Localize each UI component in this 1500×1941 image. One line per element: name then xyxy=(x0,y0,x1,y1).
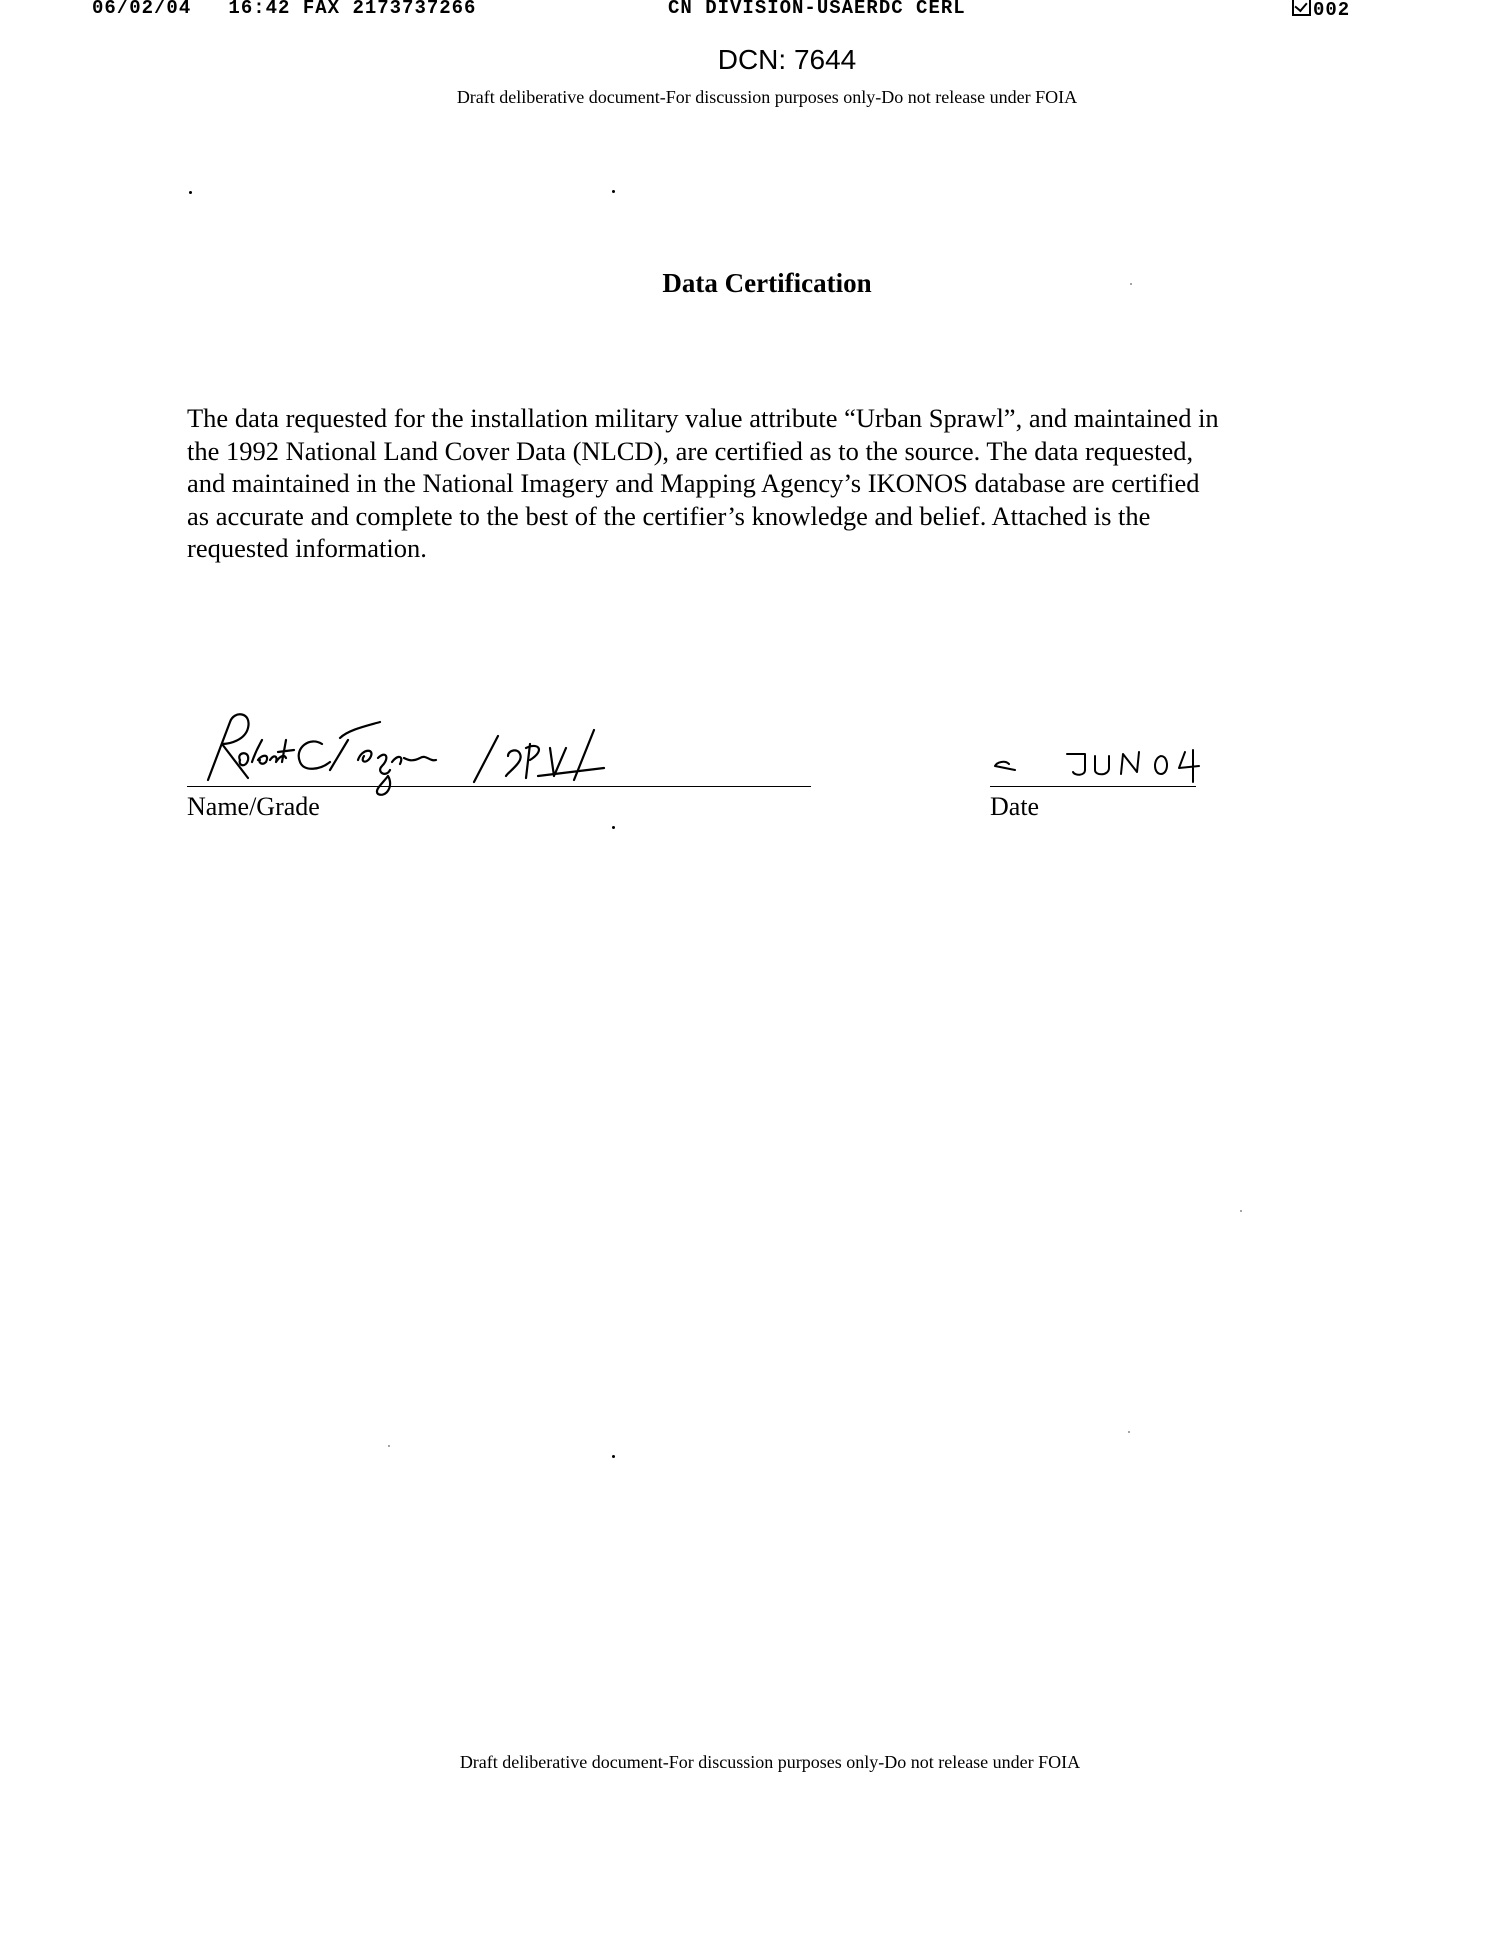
scan-speck xyxy=(612,826,615,829)
page-title: Data Certification xyxy=(662,268,872,298)
fax-page-number: 002 xyxy=(1313,0,1351,21)
scan-speck xyxy=(1130,283,1132,285)
paragraph-line: the 1992 National Land Cover Data (NLCD), are certified as to the source. The data requested, xyxy=(187,435,1194,466)
fax-date-time-number: 06/02/04 16:42 FAX 2173737266 xyxy=(92,0,477,19)
fax-sender: CN DIVISION-USAERDC CERL xyxy=(668,0,966,19)
dcn-number: DCN: 7644 xyxy=(717,44,857,75)
fax-page-number-group xyxy=(1292,0,1350,21)
fax-header xyxy=(0,0,1500,24)
date-line xyxy=(990,786,1196,787)
paragraph-line: requested information. xyxy=(187,533,427,563)
scan-speck xyxy=(189,191,192,194)
name-grade-label: Name/Grade xyxy=(187,792,320,821)
paragraph-line: The data requested for the installation military value attribute “Urban Sprawl”, and maintained in xyxy=(187,403,1219,433)
scan-speck xyxy=(612,1455,615,1458)
signature-line xyxy=(187,786,811,787)
certification-paragraph xyxy=(187,402,1347,565)
scan-speck xyxy=(388,1445,390,1447)
draft-notice-top: Draft deliberative document-For discussion purposes only-Do not release under FOIA xyxy=(456,87,1078,107)
fax-check-box-icon xyxy=(1292,0,1311,16)
scan-speck xyxy=(612,190,615,193)
scan-speck xyxy=(1128,1431,1130,1433)
date-label: Date xyxy=(990,792,1040,821)
scan-speck xyxy=(1240,1210,1242,1212)
paragraph-line: as accurate and complete to the best of the certifier’s knowledge and belief. Attached is the xyxy=(187,500,1151,531)
draft-notice-bottom: Draft deliberative document-For discussion purposes only-Do not release under FOIA xyxy=(459,1752,1081,1772)
paragraph-line: and maintained in the National Imagery and Mapping Agency’s IKONOS database are certified xyxy=(187,468,1200,498)
handwritten-date xyxy=(985,740,1225,790)
